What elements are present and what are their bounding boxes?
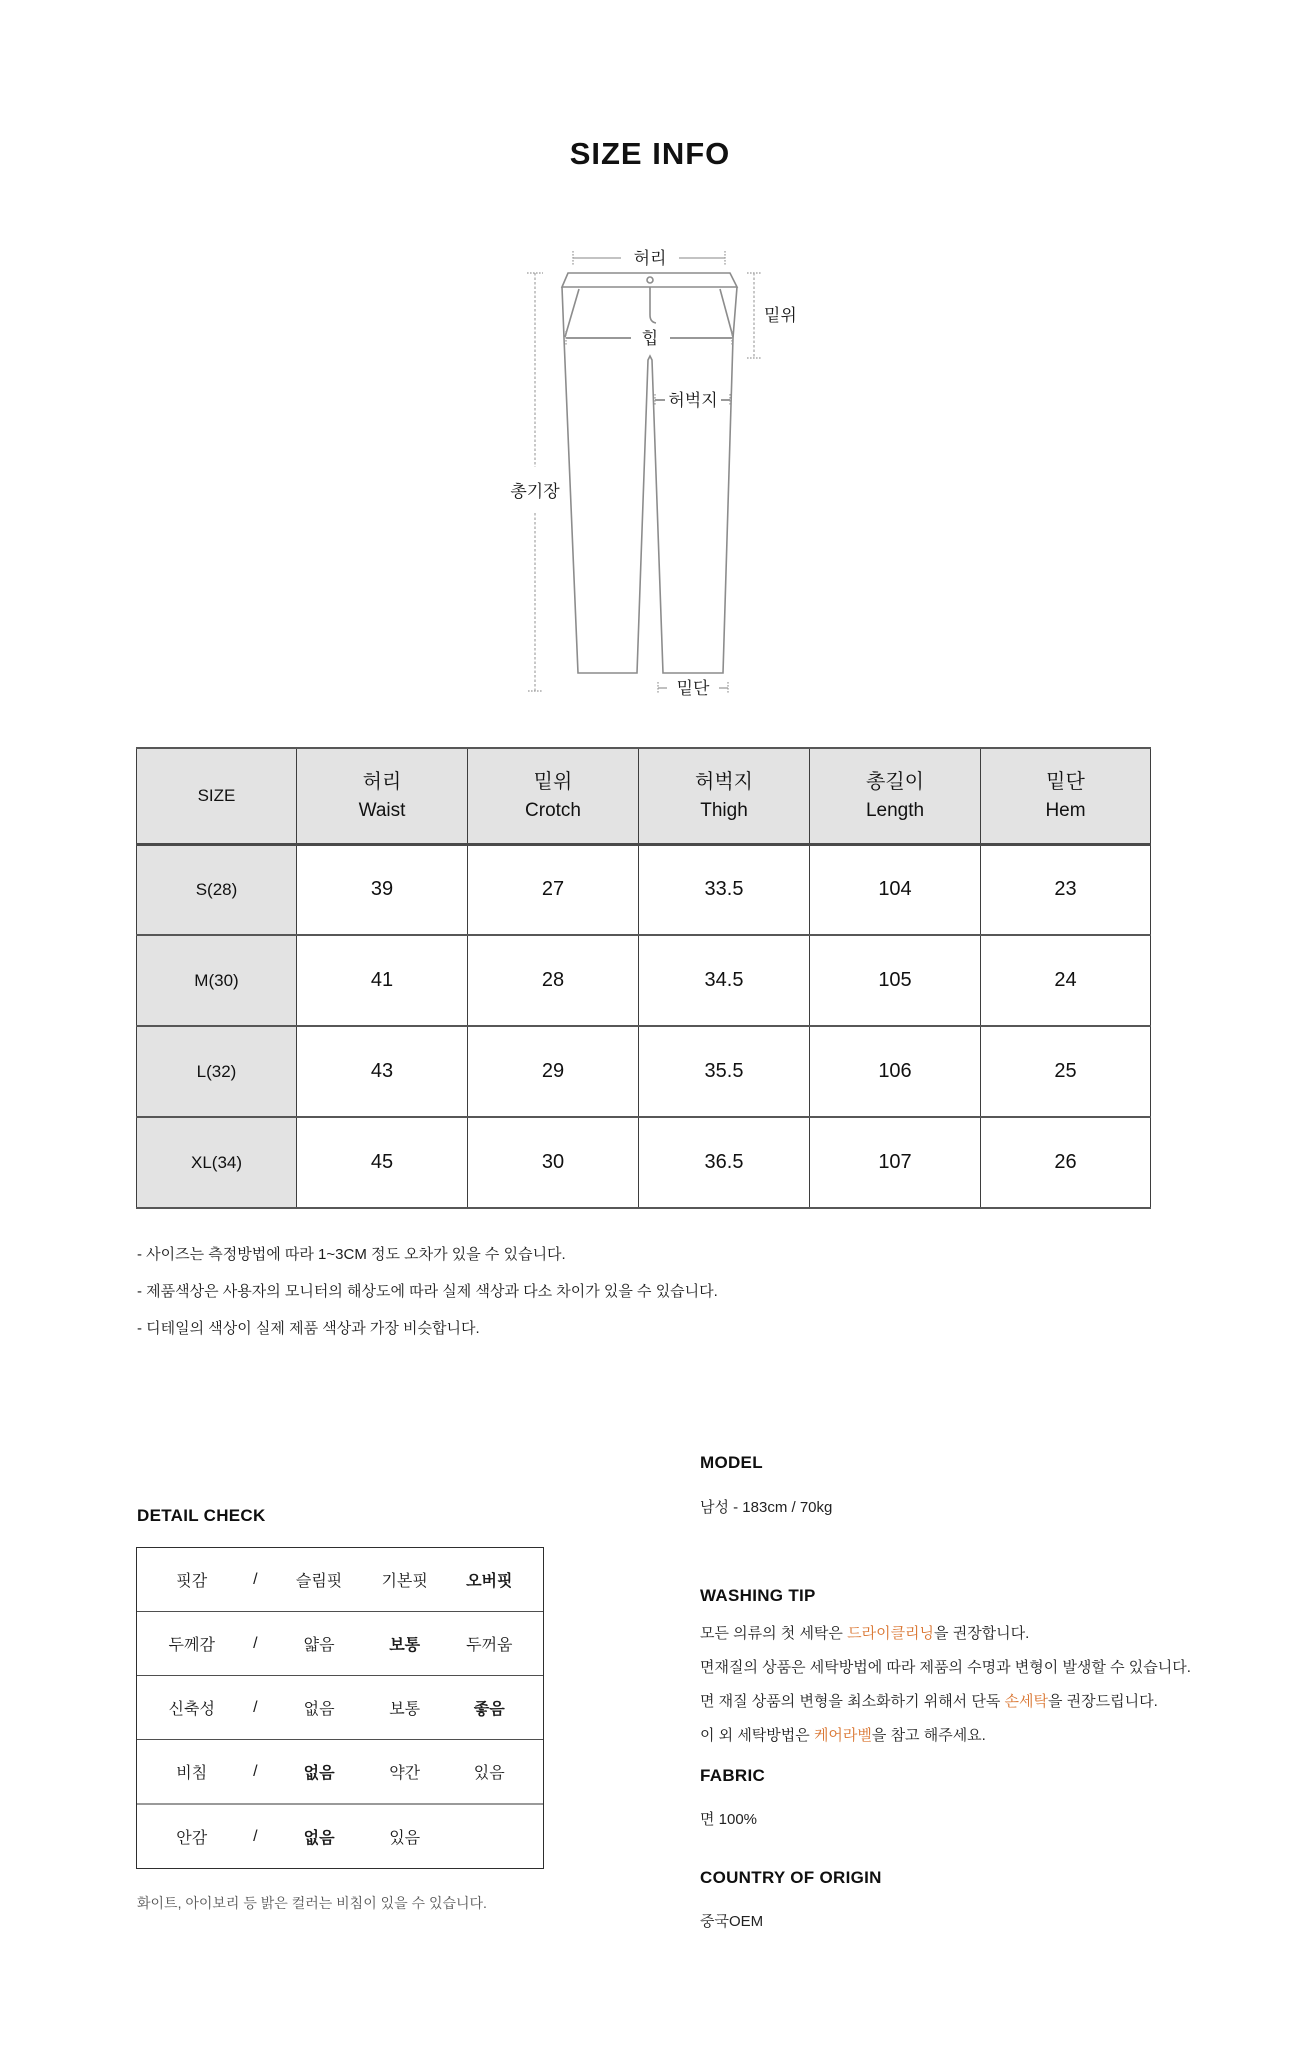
washing-text: 을 권장드립니다. bbox=[1047, 1693, 1158, 1710]
washing-text: 을 참고 해주세요. bbox=[871, 1727, 986, 1744]
detail-option-selected: 없음 bbox=[303, 1765, 335, 1782]
size-table-header-waist bbox=[297, 748, 468, 844]
note-line: - 사이즈는 측정방법에 따라 1~3CM 정도 오차가 있을 수 있습니다. bbox=[137, 1246, 566, 1263]
detail-option: 없음 bbox=[303, 1701, 335, 1718]
waist-label: 허리 bbox=[633, 249, 667, 268]
size-table-header-row bbox=[137, 748, 1151, 844]
value-cell: 105 bbox=[810, 935, 981, 1026]
detail-option: 약간 bbox=[389, 1765, 421, 1782]
hem-label: 밑단 bbox=[676, 679, 710, 698]
detail-option-selected: 보통 bbox=[389, 1637, 421, 1654]
fabric-heading: FABRIC bbox=[700, 1766, 766, 1785]
detail-separator: / bbox=[253, 1634, 258, 1652]
detail-separator: / bbox=[253, 1698, 258, 1716]
value-cell: 36.5 bbox=[639, 1117, 810, 1208]
size-table-header-size: SIZE bbox=[137, 748, 297, 844]
model-heading: MODEL bbox=[700, 1453, 763, 1472]
size-table-row-s bbox=[137, 844, 1151, 935]
fabric-text: 면 100% bbox=[700, 1811, 758, 1828]
value-cell: 33.5 bbox=[639, 844, 810, 935]
detail-option: 있음 bbox=[473, 1765, 505, 1782]
length-label: 총기장 bbox=[510, 482, 560, 501]
washing-text: 이 외 세탁방법은 bbox=[700, 1727, 814, 1744]
header-ko: 허리 bbox=[362, 770, 402, 793]
detail-label: 안감 bbox=[176, 1830, 208, 1847]
header-en: Crotch bbox=[525, 799, 581, 821]
crotch-label: 밑위 bbox=[764, 306, 797, 325]
detail-option: 슬림핏 bbox=[295, 1573, 343, 1590]
detail-option: 두꺼움 bbox=[466, 1637, 513, 1654]
washing-tip-line bbox=[700, 1651, 1191, 1685]
value-cell: 30 bbox=[468, 1117, 639, 1208]
detail-option-selected: 좋음 bbox=[473, 1701, 505, 1718]
detail-label: 비침 bbox=[176, 1765, 208, 1782]
value-cell: 25 bbox=[981, 1026, 1151, 1117]
washing-text: 모든 의류의 첫 세탁은 bbox=[700, 1625, 848, 1642]
washing-tip-line bbox=[700, 1617, 1191, 1651]
size-table-row-xl bbox=[137, 1117, 1151, 1208]
detail-check-row-stretch bbox=[137, 1675, 543, 1739]
size-cell: S(28) bbox=[137, 844, 297, 935]
value-cell: 29 bbox=[468, 1026, 639, 1117]
washing-accent-text: 손세탁 bbox=[1004, 1693, 1048, 1710]
value-cell: 35.5 bbox=[639, 1026, 810, 1117]
size-table bbox=[136, 747, 1151, 1209]
crotch-measure-line bbox=[747, 273, 761, 358]
detail-check-heading: DETAIL CHECK bbox=[137, 1506, 266, 1525]
detail-check-row-thickness bbox=[137, 1611, 543, 1675]
size-table-header-length bbox=[810, 748, 981, 844]
detail-option: 얇음 bbox=[303, 1637, 335, 1654]
value-cell: 27 bbox=[468, 844, 639, 935]
note-line: - 디테일의 색상이 실제 제품 색상과 가장 비슷합니다. bbox=[137, 1320, 480, 1337]
detail-label: 핏감 bbox=[176, 1573, 208, 1590]
size-table-row-l bbox=[137, 1026, 1151, 1117]
header-ko: 밑단 bbox=[1046, 770, 1085, 793]
washing-tip-line bbox=[700, 1719, 1191, 1753]
washing-tip-heading: WASHING TIP bbox=[700, 1586, 816, 1605]
header-ko: 허벅지 bbox=[695, 770, 753, 793]
detail-option-selected: 오버핏 bbox=[466, 1573, 513, 1590]
model-text: 남성 - 183cm / 70kg bbox=[700, 1499, 833, 1516]
header-ko: 밑위 bbox=[533, 770, 573, 793]
value-cell: 34.5 bbox=[639, 935, 810, 1026]
washing-tip-line bbox=[700, 1685, 1191, 1719]
washing-tip-lines bbox=[700, 1617, 1191, 1753]
washing-accent-text: 드라이클리닝 bbox=[847, 1625, 935, 1642]
header-en: Waist bbox=[358, 799, 406, 821]
country-of-origin-heading: COUNTRY OF ORIGIN bbox=[700, 1868, 882, 1887]
detail-option: 있음 bbox=[389, 1830, 421, 1847]
value-cell: 28 bbox=[468, 935, 639, 1026]
size-table-row-m bbox=[137, 935, 1151, 1026]
page-title: SIZE INFO bbox=[569, 136, 731, 171]
size-cell: M(30) bbox=[137, 935, 297, 1026]
size-notes bbox=[137, 1236, 718, 1347]
detail-option: 기본핏 bbox=[381, 1573, 428, 1590]
note-line: - 제품색상은 사용자의 모니터의 해상도에 따라 실제 색상과 다소 차이가 있을 수 있습니다. bbox=[137, 1283, 718, 1300]
detail-option-selected: 없음 bbox=[303, 1830, 335, 1847]
value-cell: 26 bbox=[981, 1117, 1151, 1208]
hip-label: 힙 bbox=[641, 329, 659, 348]
value-cell: 107 bbox=[810, 1117, 981, 1208]
thigh-label: 허벅지 bbox=[668, 391, 718, 410]
left-pocket-line bbox=[565, 289, 579, 337]
detail-check-note: 화이트, 아이보리 등 밝은 컬러는 비침이 있을 수 있습니다. bbox=[137, 1895, 487, 1911]
value-cell: 43 bbox=[297, 1026, 468, 1117]
value-cell: 39 bbox=[297, 844, 468, 935]
detail-label: 두께감 bbox=[168, 1637, 215, 1654]
size-table-header-hem bbox=[981, 748, 1151, 844]
detail-separator: / bbox=[253, 1762, 258, 1780]
header-en: Length bbox=[865, 799, 925, 821]
fly-line bbox=[650, 287, 656, 323]
value-cell: 45 bbox=[297, 1117, 468, 1208]
washing-text: 면재질의 상품은 세탁방법에 따라 제품의 수명과 변형이 발생할 수 있습니다. bbox=[700, 1659, 1191, 1676]
size-cell: XL(34) bbox=[137, 1117, 297, 1208]
value-cell: 24 bbox=[981, 935, 1151, 1026]
washing-text: 면 재질 상품의 변형을 최소화하기 위해서 단독 bbox=[700, 1693, 1005, 1710]
detail-separator: / bbox=[253, 1827, 258, 1845]
value-cell: 41 bbox=[297, 935, 468, 1026]
washing-text: 을 권장합니다. bbox=[934, 1625, 1030, 1642]
header-ko: 총길이 bbox=[866, 770, 924, 793]
size-table-header-thigh bbox=[639, 748, 810, 844]
detail-separator: / bbox=[253, 1570, 258, 1588]
header-en: Hem bbox=[1045, 799, 1086, 821]
size-cell: L(32) bbox=[137, 1026, 297, 1117]
detail-check-row-fit bbox=[137, 1548, 543, 1611]
value-cell: 104 bbox=[810, 844, 981, 935]
detail-check-table bbox=[136, 1547, 544, 1869]
value-cell: 106 bbox=[810, 1026, 981, 1117]
detail-label: 신축성 bbox=[168, 1701, 215, 1718]
washing-accent-text: 케어라벨 bbox=[813, 1727, 872, 1744]
detail-check-row-sheerness bbox=[137, 1739, 543, 1803]
country-of-origin-text: 중국OEM bbox=[700, 1913, 764, 1930]
pants-measurement-diagram bbox=[490, 225, 850, 705]
detail-option: 보통 bbox=[389, 1701, 421, 1718]
detail-check-row-lining bbox=[137, 1803, 543, 1868]
size-table-header-crotch bbox=[468, 748, 639, 844]
right-pocket-line bbox=[720, 289, 733, 337]
value-cell: 23 bbox=[981, 844, 1151, 935]
header-en: Thigh bbox=[700, 799, 748, 821]
